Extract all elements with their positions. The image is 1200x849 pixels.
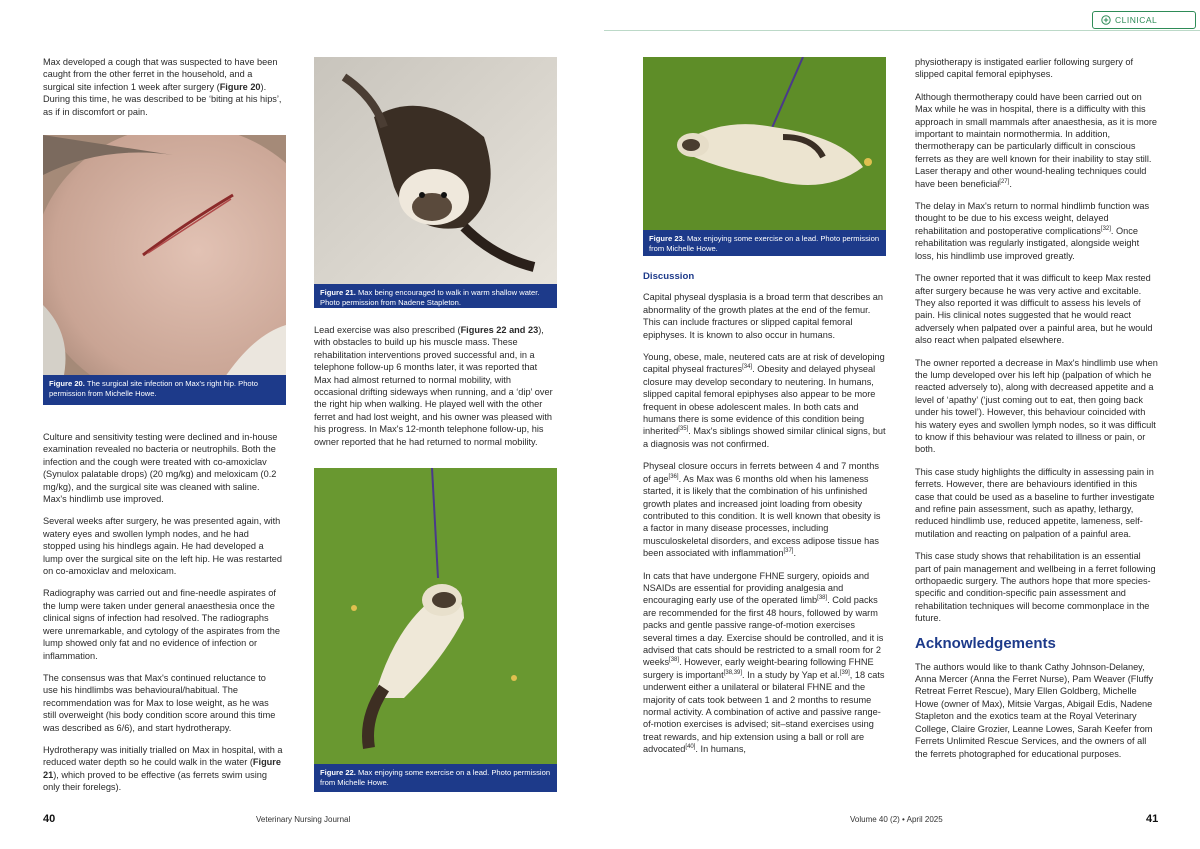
figure-22-photo [314,468,557,764]
section-badge [1092,11,1196,29]
plus-circle-icon [1101,15,1111,25]
paragraph: Young, obese, male, neutered cats are at risk of developing capital physeal fractures[34]. Obesity and delayed physeal closure may develop secondary to neutering. In humans, slipped capital femoral epiphyses also appear to be more frequent in obese adolescent males. In both cats and humans there is some evidence of this condition being inherited[35]. Max's siblings showed similar clinical signs, but a diagnosis was not confirmed. [643,352,886,449]
paragraph: Hydrotherapy was initially trialled on Max in hospital, with a reduced water depth so he could walk in the water (Figure 21), which proved to be effective (as ferrets swim using only their forelegs). [43,744,283,793]
left-column-top [43,56,283,128]
middle-column-text [314,324,554,458]
paragraph: Capital physeal dysplasia is a broad term that describes an abnormality of the growth plates at the end of the femur. This can include fractures or slipped capital femoral epiphyses. It is known to also occur in humans. [643,292,884,340]
acknowledgements-heading: Acknowledgements [915,634,1056,652]
right-column-1 [643,271,887,766]
discussion-heading: Discussion [643,271,695,282]
paragraph: Several weeks after surgery, he was presented again, with watery eyes and swollen lymph nodes, and he had stopped using his hindlegs again. He had developed a lump over the surgical site on the left hip. He was restarted on co-amoxiclav and meloxicam. [43,516,282,577]
paragraph: This case study highlights the difficulty in assessing pain in ferrets. However, there are behaviours identified in this case that could be used as a baseline to further investigate and refine pain assessment, such as apathy, lethargy, reduced hindlimb use, reduced appetite, lameness, self-mutilation and reacting on palpation of a painful area. [915,466,1155,539]
figure-22-caption: Figure 22. Max enjoying some exercise on a lead. Photo permission from Michelle Howe. [314,764,557,792]
issue-info: Volume 40 (2) • April 2025 [850,815,943,824]
paragraph: The owner reported that it was difficult to keep Max rested after surgery because he was very active and excitable. They also reported it was difficult to assess his levels of pain. His clinical notes suggested that he would react adversely when palpated over a painful area, but he would also react when palpated elsewhere. [915,273,1153,346]
section-badge-label: CLINICAL [1115,15,1158,25]
paragraph: Culture and sensitivity testing were declined and in-house examination revealed no bacteria or neutrophils. Both the infection and the cough were treated with co-amoxiclav (Synulox palatable drops) (20 mg/kg) and meloxicam (0.2 mg/kg), and the surgical site was cleaned with saline. Max's hindlimb use improved. [43,432,278,505]
figure-21-photo [314,57,557,287]
paragraph: The consensus was that Max's continued reluctance to use his hindlimbs was behavioural/habitual. The recommendation was for Max to lose weight, as he was still overweight (his body condition score around this time was described as 6/6), and start hydrotherapy. [43,672,276,733]
figure-23-photo [643,57,886,230]
paragraph: The owner reported a decrease in Max's hindlimb use when the lump developed over his left hip (palpation of which he reacted adversely to), along with decreased appetite and a level of ‘apathy’ (‘just coming out to eat, then going back under his towel’). However, this behaviour coincided with his watery eyes and swollen lymph nodes, so it was difficult to know if this behaviour was related to illness or pain, or both. [915,357,1158,455]
paragraph: Radiography was carried out and fine-needle aspirates of the lump were taken under general anaesthesia once the clinical signs of infection had resolved. The radiographs were unremarkable, and cytology of the aspirates from the lump showed only fat and no evidence of infection or inflammation. [43,588,280,661]
acknowledgements-text: The authors would like to thank Cathy Johnson-Delaney, Anna Mercer (Anna the Ferret Nurse), Pam Weaver (Fluffy Retreat Ferret Rescue), Mary Ellen Goldberg, Michelle Howe (owner of Max), Mitsie Vargas, Abigail Edis, Nadene Stapleton and the exotics team at the Royal Veterinary College, Claire Grozier, Leanne Lowes, Sarah Keefer from Ferrets Unlimited Rescue Services, and the owners of all the ferrets photographed for educational purposes. [915,661,1154,759]
paragraph: Although thermotherapy could have been carried out on Max while he was in hospital, there is a difficulty with this approach in small mammals after anaesthesia, as it is more important to maintain normothermia. In addition, thermotherapy can be particularly difficult in conscious ferrets as they are well known for their inability to stay still. Laser therapy and other wound-healing techniques could have been beneficial[27]. [915,91,1158,189]
left-page-number: 40 [43,813,56,825]
journal-name: Veterinary Nursing Journal [256,815,351,824]
left-column-bottom [43,431,283,804]
paragraph: physiotherapy is instigated earlier following surgery of slipped capital femoral epiphyses. [915,57,1134,80]
figure-21-caption: Figure 21. Max being encouraged to walk in warm shallow water. Photo permission from Nadene Stapleton. [314,284,557,308]
paragraph: Physeal closure occurs in ferrets between 4 and 7 months of age[36]. As Max was 6 months old when his lameness started, it is likely that the combination of his unfinished growth plates and increased joint loading from obesity contributed to this condition. It is well known that obesity is a factor in many disease processes, including musculoskeletal disorders, and excess adipose tissue has been associated with inflammation[37]. [643,461,881,559]
paragraph: Lead exercise was also prescribed (Figures 22 and 23), with obstacles to build up his muscle mass. These rehabilitation interventions proved successful and, in a telephone follow-up 6 months later, it was reported that Max had almost returned to normal mobility, with occasional drifting sideways when running, and a ‘dip’ over the right hip when walking. He played well with the other ferret and had lost weight, and his owner was pleased with his progress. In Max's 12-month telephone follow-up, his owner reported that he had returned to normal mobility. [314,325,553,447]
paragraph: This case study shows that rehabilitation is an essential part of pain management and wellbeing in a ferret following orthopaedic surgery. The authors hope that more species-specific and condition-specific pain assessment and rehabilitation techniques will become commonplace in the future. [915,551,1156,624]
paragraph: Max developed a cough that was suspected to have been caught from the other ferret in the household, and a surgical site infection 1 week after surgery (Figure 20). During this time, he was described to be ‘biting at his hips’, as if in discomfort or pain. [43,57,282,117]
paragraph: In cats that have undergone FHNE surgery, opioids and NSAIDs are essential for providing analgesia and encouraging early use of the operated limb[38]. Cold packs are recommended for the first 48 hours, followed by warm packs and gentle passive range-of-motion exercises several times a day. Exercise should be controlled, and it is advised that cats should be restricted to a small room for 2 weeks[38]. However, early weight-bearing following FHNE surgery is important[38,39]. In a study by Yap et al.[39], 18 cats underwent either a unilateral or bilateral FHNE and the majority of cats took between 1 and 2 months to resume normal activity. A combination of active and passive range-of-motion exercises is advised; sit–stand exercises using treat rewards, and hip extension using a ball or roll are advocated[40]. In humans, [643,570,885,755]
right-column-2 [915,56,1159,770]
paragraph: The delay in Max's return to normal hindlimb function was thought to be due to his excess weight, delayed rehabilitation and postoperative complications[32]. Once rehabilitation was regularly instigated, alongside weight loss, his hindlimb use improved greatly. [915,201,1150,261]
figure-23-caption: Figure 23. Max enjoying some exercise on a lead. Photo permission from Michelle Howe. [643,230,886,256]
header-rule [604,30,1200,31]
figure-20-caption: Figure 20. The surgical site infection on Max's right hip. Photo permission from Michelle Howe. [43,375,286,405]
right-page-number: 41 [1146,813,1159,825]
figure-20-photo [43,135,286,380]
